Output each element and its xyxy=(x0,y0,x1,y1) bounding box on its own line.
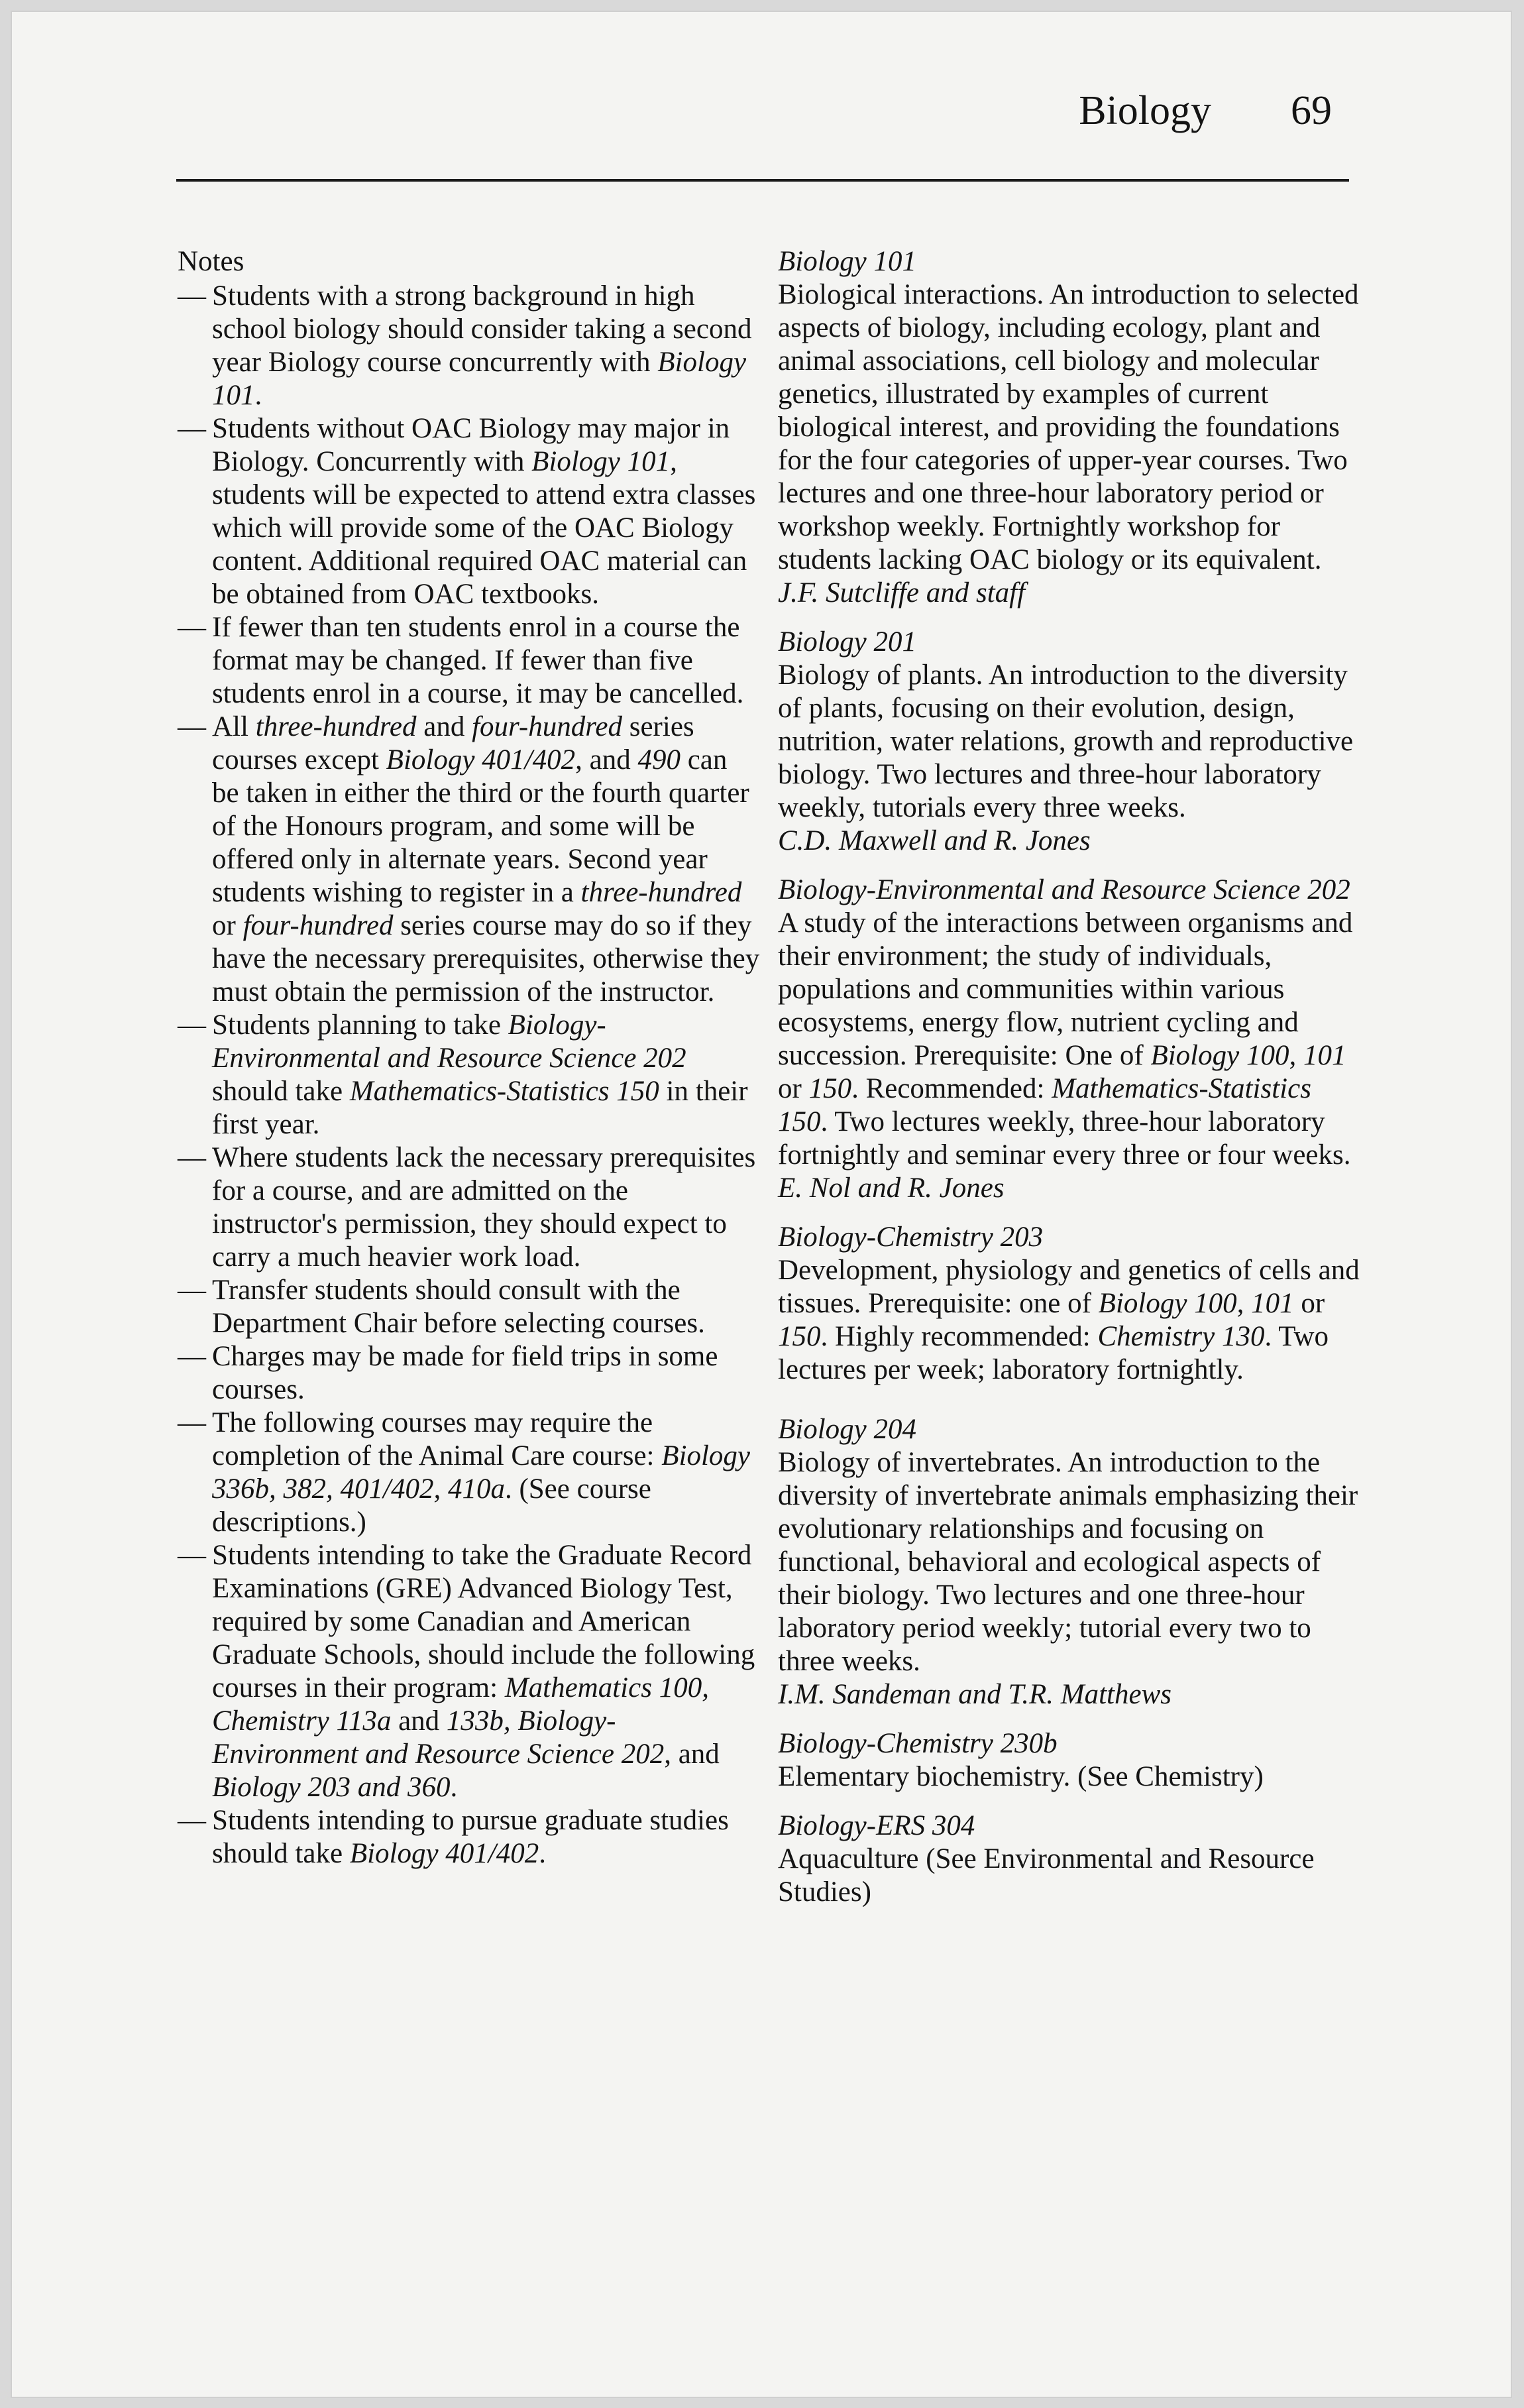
course-entry xyxy=(778,245,1361,610)
note-item: — Students without OAC Biology may major in Biology. Concurrently with Biology 101, students will be expected to attend extra classes which will provide some of the OAC Biology content. Additional required OAC material can be obtained from OAC textbooks. xyxy=(178,413,756,610)
notes-list xyxy=(178,280,761,1870)
course-entry xyxy=(778,874,1361,1205)
notes-column xyxy=(178,245,761,1870)
note-dash: — xyxy=(178,612,206,643)
course-entry xyxy=(778,1221,1361,1387)
course-instructors: J.F. Sutcliffe and staff xyxy=(778,577,1026,608)
course-entry xyxy=(778,1809,1361,1909)
course-instructors: E. Nol and R. Jones xyxy=(778,1173,1005,1204)
notes-title: Notes xyxy=(178,246,245,277)
note-item: — The following courses may require the completion of the Animal Care course: Biology 336b, 382, 401/402, 410a. (See course descriptions.) xyxy=(178,1407,751,1538)
note-dash: — xyxy=(178,1341,206,1372)
header-rule xyxy=(176,179,1349,182)
note-dash: — xyxy=(178,1407,206,1438)
course-description: Biology of plants. An introduction to the diversity of plants, focusing on their evolution, design, nutrition, water relations, growth and reproductive biology. Two lectures and three-hour laboratory weekly, tutorials every three weeks. xyxy=(778,659,1354,823)
section-title: Biology xyxy=(1079,88,1211,133)
note-dash: — xyxy=(178,1540,206,1571)
note-item: — Where students lack the necessary prerequisites for a course, and are admitted on the instructor's permission, they should expect to carry a much heavier work load. xyxy=(178,1142,756,1273)
note-item: — All three-hundred and four-hundred series courses except Biology 401/402, and 490 can be taken in either the third or the fourth quarter of the Honours program, and some will be offered only in alternate years. Second year students wishing to register in a three-hundred or four-hundred series course may do so if they have the necessary prerequisites, otherwise they must obtain the permission of the instructor. xyxy=(178,711,760,1007)
note-dash: — xyxy=(178,711,206,742)
course-description: Aquaculture (See Environmental and Resource Studies) xyxy=(778,1843,1315,1908)
course-entry xyxy=(778,626,1361,858)
note-item: — Students with a strong background in high school biology should consider taking a second year Biology course concurrently with Biology 101. xyxy=(178,280,752,411)
note-item: — Students planning to take Biology-Environmental and Resource Science 202 should take Mathematics-Statistics 150 in their first year. xyxy=(178,1009,748,1140)
note-dash: — xyxy=(178,413,206,444)
course-list xyxy=(778,245,1361,1925)
page-header xyxy=(1079,90,1332,131)
note-item: — If fewer than ten students enrol in a course the format may be changed. If fewer than five students enrol in a course, it may be cancelled. xyxy=(178,612,744,709)
note-dash: — xyxy=(178,1009,206,1041)
course-description: Biological interactions. An introduction to selected aspects of biology, including ecology, plant and animal associations, cell biology and molecular genetics, illustrated by examples of current biological interest, and providing the foundations for the four categories of upper-year courses. Two lectures and one three-hour laboratory period or workshop weekly. Fortnightly workshop for students lacking OAC biology or its equivalent. xyxy=(778,279,1359,575)
page-number: 69 xyxy=(1291,88,1332,133)
course-description: Development, physiology and genetics of cells and tissues. Prerequisite: one of Biology 100, 101 or 150. Highly recommended: Chemistry 130. Two lectures per week; laboratory fortnightly. xyxy=(778,1255,1360,1385)
course-title: Biology 201 xyxy=(778,626,916,658)
course-instructors: C.D. Maxwell and R. Jones xyxy=(778,825,1091,856)
course-title: Biology-ERS 304 xyxy=(778,1810,975,1841)
course-instructors: I.M. Sandeman and T.R. Matthews xyxy=(778,1679,1171,1710)
course-title: Biology-Chemistry 203 xyxy=(778,1222,1044,1253)
note-item: — Students intending to take the Graduate Record Examinations (GRE) Advanced Biology Test, required by some Canadian and American Graduate Schools, should include the following courses in their program: Mathematics 100, Chemistry 113a and 133b, Biology-Environment and Resource Science 202, and Biology 203 and 360. xyxy=(178,1540,755,1803)
course-title: Biology 101 xyxy=(778,246,916,277)
course-description: A study of the interactions between organisms and their environment; the study of individuals, populations and communities within various ecosystems, energy flow, nutrient cycling and succession. Prerequisite: One of Biology 100, 101 or 150. Recommended: Mathematics-Statistics 150. Two lectures weekly, three-hour laboratory fortnightly and seminar every three or four weeks. xyxy=(778,907,1353,1171)
catalog-page xyxy=(12,12,1511,2397)
course-title: Biology 204 xyxy=(778,1414,916,1445)
course-entry xyxy=(778,1413,1361,1711)
course-title: Biology-Chemistry 230b xyxy=(778,1728,1058,1759)
note-item: — Charges may be made for field trips in some courses. xyxy=(178,1341,718,1405)
note-dash: — xyxy=(178,1275,206,1306)
course-title: Biology-Environmental and Resource Science 202 xyxy=(778,874,1350,905)
note-item: — Transfer students should consult with the Department Chair before selecting courses. xyxy=(178,1275,705,1339)
note-dash: — xyxy=(178,1805,206,1836)
note-item: — Students intending to pursue graduate studies should take Biology 401/402. xyxy=(178,1805,729,1869)
note-dash: — xyxy=(178,1142,206,1173)
course-description: Elementary biochemistry. (See Chemistry) xyxy=(778,1761,1264,1792)
course-description: Biology of invertebrates. An introduction to the diversity of invertebrate animals emphasizing their evolutionary relationships and focusing on functional, behavioral and ecological aspects of their biology. Two lectures and one three-hour laboratory period weekly; tutorial every two to three weeks. xyxy=(778,1447,1358,1677)
note-dash: — xyxy=(178,280,206,312)
course-entry xyxy=(778,1727,1361,1794)
